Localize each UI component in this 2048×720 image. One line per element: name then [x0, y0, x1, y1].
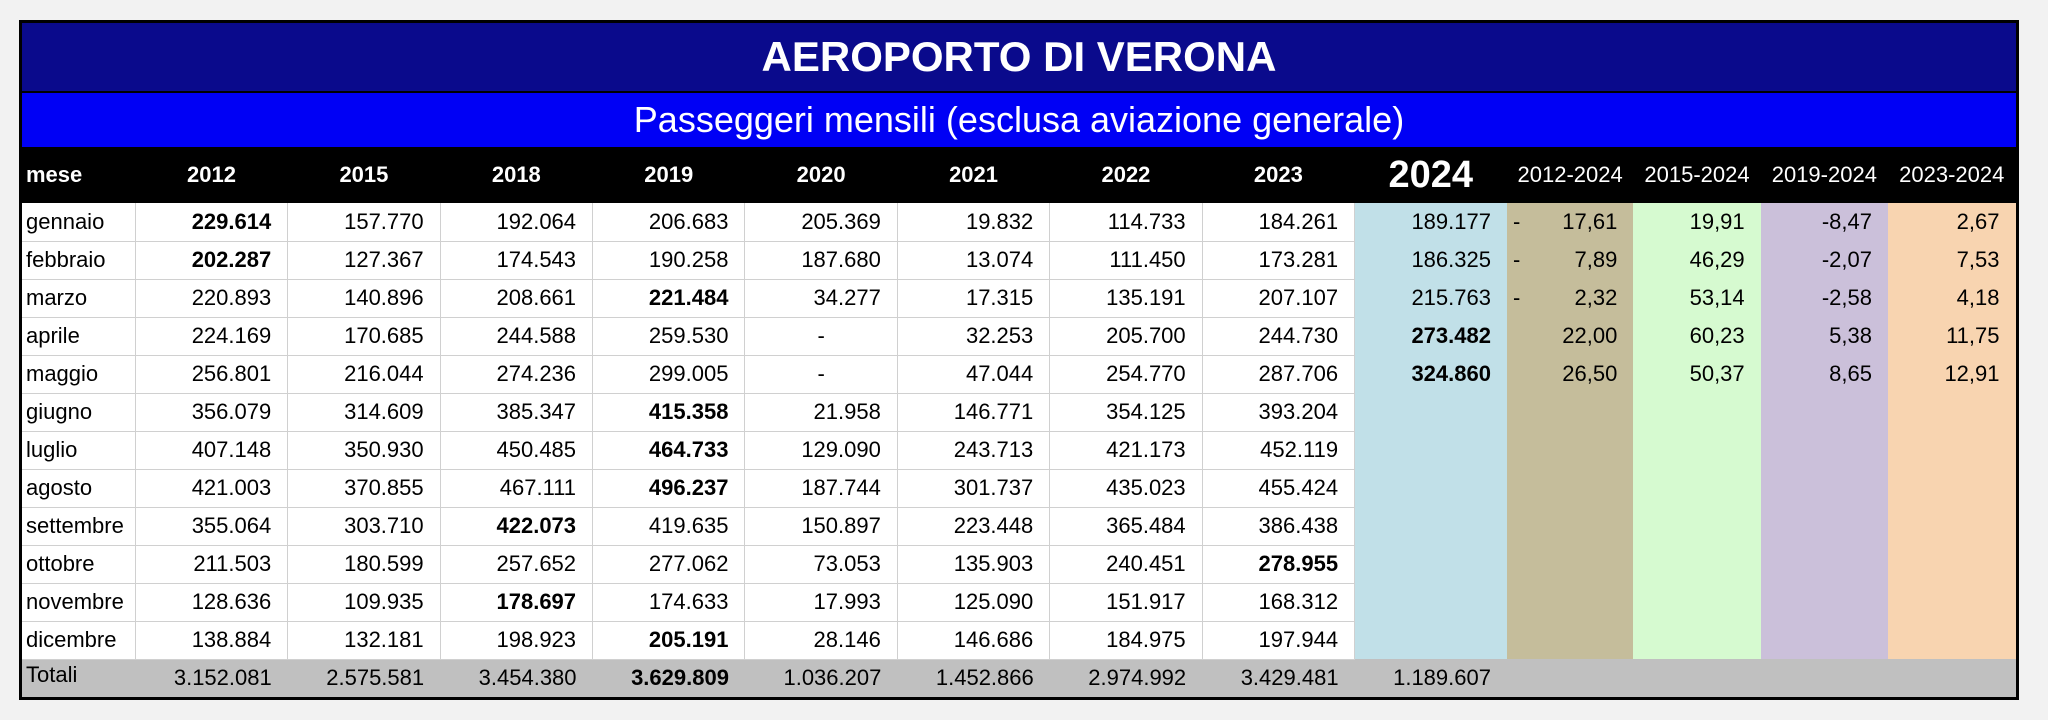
column-header-2024: 2024 [1355, 147, 1507, 203]
variation-value: 7,89 [1574, 247, 1618, 272]
table-row-novembre [22, 583, 2016, 621]
cell-variation-2019-2024: 5,38 [1761, 317, 1888, 355]
table-row-luglio [22, 431, 2016, 469]
cell-2019: 205.191 [593, 621, 745, 659]
cell-2024: 189.177 [1355, 203, 1507, 241]
table-row-totali [22, 659, 2016, 697]
cell-2024 [1355, 507, 1507, 545]
total-variation-empty [1761, 659, 1888, 697]
cell-2022: 435.023 [1050, 469, 1202, 507]
cell-2012: 128.636 [135, 583, 287, 621]
cell-2021: 146.686 [897, 621, 1049, 659]
total-2020: 1.036.207 [745, 659, 897, 697]
total-2023: 3.429.481 [1202, 659, 1354, 697]
table-row-febbraio [22, 241, 2016, 279]
table-row-giugno [22, 393, 2016, 431]
cell-2022: 111.450 [1050, 241, 1202, 279]
cell-2021: 243.713 [897, 431, 1049, 469]
cell-2020: 28.146 [745, 621, 897, 659]
total-variation-empty [1888, 659, 2016, 697]
cell-2020: 34.277 [745, 279, 897, 317]
cell-2019: 174.633 [593, 583, 745, 621]
column-header-variation-2015-2024: 2015-2024 [1633, 147, 1760, 203]
cell-variation-2015-2024 [1633, 621, 1760, 659]
totals-label: Totali [22, 659, 135, 697]
header-row [22, 147, 2016, 203]
cell-2015: 216.044 [288, 355, 440, 393]
sheet-subtitle: Passeggeri mensili (esclusa aviazione generale) [22, 93, 2016, 147]
cell-2020: 17.993 [745, 583, 897, 621]
cell-2020: - [745, 355, 897, 393]
cell-2024 [1355, 393, 1507, 431]
variation-value: 22,00 [1562, 323, 1618, 348]
cell-2024: 186.325 [1355, 241, 1507, 279]
cell-2018: 192.064 [440, 203, 592, 241]
passenger-table-sheet [19, 20, 2019, 700]
cell-variation-2015-2024: 53,14 [1633, 279, 1760, 317]
variation-value-wrapper [1513, 323, 1617, 349]
cell-2015: 140.896 [288, 279, 440, 317]
cell-2023: 197.944 [1202, 621, 1354, 659]
month-label: novembre [22, 583, 135, 621]
cell-2024: 324.860 [1355, 355, 1507, 393]
cell-2018: 450.485 [440, 431, 592, 469]
cell-2012: 202.287 [135, 241, 287, 279]
cell-variation-2019-2024 [1761, 507, 1888, 545]
cell-2012: 220.893 [135, 279, 287, 317]
cell-variation-2015-2024: 60,23 [1633, 317, 1760, 355]
cell-2021: 32.253 [897, 317, 1049, 355]
cell-2023: 184.261 [1202, 203, 1354, 241]
cell-variation-2012-2024 [1507, 241, 1633, 279]
cell-variation-2023-2024: 12,91 [1888, 355, 2016, 393]
cell-2024 [1355, 545, 1507, 583]
cell-2015: 180.599 [288, 545, 440, 583]
cell-2019: 415.358 [593, 393, 745, 431]
month-label: settembre [22, 507, 135, 545]
cell-2018: 422.073 [440, 507, 592, 545]
cell-2012: 355.064 [135, 507, 287, 545]
cell-2021: 17.315 [897, 279, 1049, 317]
column-header-mese: mese [22, 147, 135, 203]
variation-value-wrapper [1513, 285, 1617, 311]
column-header-variation-2012-2024: 2012-2024 [1507, 147, 1633, 203]
total-variation-empty [1633, 659, 1760, 697]
cell-2015: 170.685 [288, 317, 440, 355]
cell-variation-2023-2024: 11,75 [1888, 317, 2016, 355]
cell-variation-2015-2024: 46,29 [1633, 241, 1760, 279]
cell-2021: 301.737 [897, 469, 1049, 507]
cell-2023: 287.706 [1202, 355, 1354, 393]
cell-variation-2023-2024 [1888, 431, 2016, 469]
cell-2015: 157.770 [288, 203, 440, 241]
cell-2022: 254.770 [1050, 355, 1202, 393]
cell-variation-2012-2024 [1507, 317, 1633, 355]
table-row-aprile [22, 317, 2016, 355]
cell-2024 [1355, 583, 1507, 621]
cell-2020: 73.053 [745, 545, 897, 583]
cell-2023: 244.730 [1202, 317, 1354, 355]
column-header-2015: 2015 [288, 147, 440, 203]
cell-2015: 109.935 [288, 583, 440, 621]
cell-2020: 150.897 [745, 507, 897, 545]
total-2024: 1.189.607 [1355, 659, 1507, 697]
cell-variation-2019-2024 [1761, 393, 1888, 431]
cell-2024 [1355, 431, 1507, 469]
cell-2021: 13.074 [897, 241, 1049, 279]
cell-variation-2019-2024: -2,58 [1761, 279, 1888, 317]
month-label: marzo [22, 279, 135, 317]
column-header-2021: 2021 [897, 147, 1049, 203]
cell-2015: 370.855 [288, 469, 440, 507]
table-row-maggio [22, 355, 2016, 393]
cell-2019: 464.733 [593, 431, 745, 469]
column-header-2023: 2023 [1202, 147, 1354, 203]
cell-variation-2012-2024 [1507, 203, 1633, 241]
cell-2019: 259.530 [593, 317, 745, 355]
cell-variation-2019-2024: 8,65 [1761, 355, 1888, 393]
cell-2019: 277.062 [593, 545, 745, 583]
cell-variation-2015-2024 [1633, 545, 1760, 583]
cell-variation-2015-2024 [1633, 469, 1760, 507]
cell-2015: 314.609 [288, 393, 440, 431]
cell-variation-2012-2024 [1507, 469, 1633, 507]
cell-variation-2012-2024 [1507, 355, 1633, 393]
cell-2021: 146.771 [897, 393, 1049, 431]
cell-2023: 386.438 [1202, 507, 1354, 545]
cell-variation-2012-2024 [1507, 621, 1633, 659]
cell-2023: 393.204 [1202, 393, 1354, 431]
cell-2012: 211.503 [135, 545, 287, 583]
cell-variation-2015-2024 [1633, 507, 1760, 545]
cell-2022: 365.484 [1050, 507, 1202, 545]
cell-2024: 215.763 [1355, 279, 1507, 317]
total-variation-empty [1507, 659, 1633, 697]
cell-2023: 173.281 [1202, 241, 1354, 279]
table-row-ottobre [22, 545, 2016, 583]
month-label: ottobre [22, 545, 135, 583]
cell-2022: 184.975 [1050, 621, 1202, 659]
month-label: febbraio [22, 241, 135, 279]
month-label: dicembre [22, 621, 135, 659]
cell-2020: - [745, 317, 897, 355]
cell-2012: 224.169 [135, 317, 287, 355]
sheet-title: AEROPORTO DI VERONA [22, 23, 2016, 93]
cell-variation-2015-2024 [1633, 583, 1760, 621]
variation-value-wrapper [1513, 247, 1617, 273]
cell-variation-2015-2024 [1633, 393, 1760, 431]
cell-2015: 350.930 [288, 431, 440, 469]
cell-variation-2019-2024 [1761, 469, 1888, 507]
table-row-gennaio [22, 203, 2016, 241]
cell-2018: 178.697 [440, 583, 592, 621]
cell-2022: 240.451 [1050, 545, 1202, 583]
cell-variation-2023-2024 [1888, 393, 2016, 431]
cell-variation-2019-2024 [1761, 431, 1888, 469]
cell-variation-2015-2024: 50,37 [1633, 355, 1760, 393]
cell-variation-2019-2024 [1761, 583, 1888, 621]
cell-2024 [1355, 469, 1507, 507]
cell-2021: 125.090 [897, 583, 1049, 621]
cell-variation-2019-2024 [1761, 621, 1888, 659]
variation-value-wrapper [1513, 361, 1617, 387]
total-2021: 1.452.866 [897, 659, 1049, 697]
cell-2024 [1355, 621, 1507, 659]
cell-2012: 356.079 [135, 393, 287, 431]
cell-2021: 135.903 [897, 545, 1049, 583]
cell-2022: 114.733 [1050, 203, 1202, 241]
cell-2023: 278.955 [1202, 545, 1354, 583]
cell-2018: 198.923 [440, 621, 592, 659]
cell-2019: 496.237 [593, 469, 745, 507]
cell-2018: 274.236 [440, 355, 592, 393]
cell-variation-2023-2024 [1888, 621, 2016, 659]
column-header-2012: 2012 [135, 147, 287, 203]
cell-2019: 419.635 [593, 507, 745, 545]
cell-2019: 190.258 [593, 241, 745, 279]
total-2012: 3.152.081 [135, 659, 287, 697]
cell-variation-2019-2024: -2,07 [1761, 241, 1888, 279]
cell-2020: 187.680 [745, 241, 897, 279]
cell-variation-2023-2024 [1888, 583, 2016, 621]
total-2022: 2.974.992 [1050, 659, 1202, 697]
total-2018: 3.454.380 [440, 659, 592, 697]
cell-2020: 187.744 [745, 469, 897, 507]
cell-2012: 256.801 [135, 355, 287, 393]
cell-2021: 19.832 [897, 203, 1049, 241]
cell-2018: 385.347 [440, 393, 592, 431]
cell-2022: 421.173 [1050, 431, 1202, 469]
monthly-passengers-table [22, 147, 2016, 697]
cell-variation-2012-2024 [1507, 545, 1633, 583]
variation-value-wrapper [1513, 209, 1617, 235]
cell-2022: 151.917 [1050, 583, 1202, 621]
cell-2012: 138.884 [135, 621, 287, 659]
month-label: aprile [22, 317, 135, 355]
cell-2019: 206.683 [593, 203, 745, 241]
cell-variation-2012-2024 [1507, 393, 1633, 431]
cell-2012: 407.148 [135, 431, 287, 469]
cell-2023: 455.424 [1202, 469, 1354, 507]
variation-sign: - [1512, 247, 1521, 272]
cell-2023: 207.107 [1202, 279, 1354, 317]
total-2015: 2.575.581 [288, 659, 440, 697]
cell-variation-2012-2024 [1507, 279, 1633, 317]
variation-value: 17,61 [1562, 209, 1618, 234]
table-row-marzo [22, 279, 2016, 317]
variation-value: 26,50 [1562, 361, 1618, 386]
cell-2015: 303.710 [288, 507, 440, 545]
cell-2012: 421.003 [135, 469, 287, 507]
cell-2019: 221.484 [593, 279, 745, 317]
cell-2018: 208.661 [440, 279, 592, 317]
variation-sign: - [1512, 209, 1521, 234]
cell-variation-2023-2024: 4,18 [1888, 279, 2016, 317]
cell-2012: 229.614 [135, 203, 287, 241]
month-label: luglio [22, 431, 135, 469]
total-2019: 3.629.809 [593, 659, 745, 697]
column-header-variation-2023-2024: 2023-2024 [1888, 147, 2016, 203]
cell-2018: 244.588 [440, 317, 592, 355]
cell-2024: 273.482 [1355, 317, 1507, 355]
cell-2021: 223.448 [897, 507, 1049, 545]
cell-variation-2015-2024 [1633, 431, 1760, 469]
cell-2020: 21.958 [745, 393, 897, 431]
cell-2018: 467.111 [440, 469, 592, 507]
cell-2018: 174.543 [440, 241, 592, 279]
table-row-agosto [22, 469, 2016, 507]
month-label: gennaio [22, 203, 135, 241]
cell-variation-2023-2024: 7,53 [1888, 241, 2016, 279]
cell-variation-2023-2024 [1888, 545, 2016, 583]
column-header-2019: 2019 [593, 147, 745, 203]
month-label: giugno [22, 393, 135, 431]
cell-variation-2012-2024 [1507, 583, 1633, 621]
cell-variation-2019-2024 [1761, 545, 1888, 583]
month-label: maggio [22, 355, 135, 393]
column-header-2020: 2020 [745, 147, 897, 203]
cell-2020: 205.369 [745, 203, 897, 241]
month-label: agosto [22, 469, 135, 507]
cell-variation-2023-2024: 2,67 [1888, 203, 2016, 241]
cell-2020: 129.090 [745, 431, 897, 469]
cell-variation-2015-2024: 19,91 [1633, 203, 1760, 241]
cell-2022: 354.125 [1050, 393, 1202, 431]
table-row-dicembre [22, 621, 2016, 659]
variation-value: 2,32 [1574, 285, 1618, 310]
column-header-variation-2019-2024: 2019-2024 [1761, 147, 1888, 203]
cell-2015: 132.181 [288, 621, 440, 659]
cell-variation-2012-2024 [1507, 507, 1633, 545]
cell-2023: 452.119 [1202, 431, 1354, 469]
cell-2015: 127.367 [288, 241, 440, 279]
cell-variation-2023-2024 [1888, 507, 2016, 545]
cell-variation-2023-2024 [1888, 469, 2016, 507]
cell-2019: 299.005 [593, 355, 745, 393]
cell-2022: 135.191 [1050, 279, 1202, 317]
table-row-settembre [22, 507, 2016, 545]
cell-2021: 47.044 [897, 355, 1049, 393]
cell-variation-2019-2024: -8,47 [1761, 203, 1888, 241]
column-header-2018: 2018 [440, 147, 592, 203]
cell-2018: 257.652 [440, 545, 592, 583]
variation-sign: - [1512, 285, 1521, 310]
column-header-2022: 2022 [1050, 147, 1202, 203]
cell-variation-2012-2024 [1507, 431, 1633, 469]
cell-2023: 168.312 [1202, 583, 1354, 621]
cell-2022: 205.700 [1050, 317, 1202, 355]
